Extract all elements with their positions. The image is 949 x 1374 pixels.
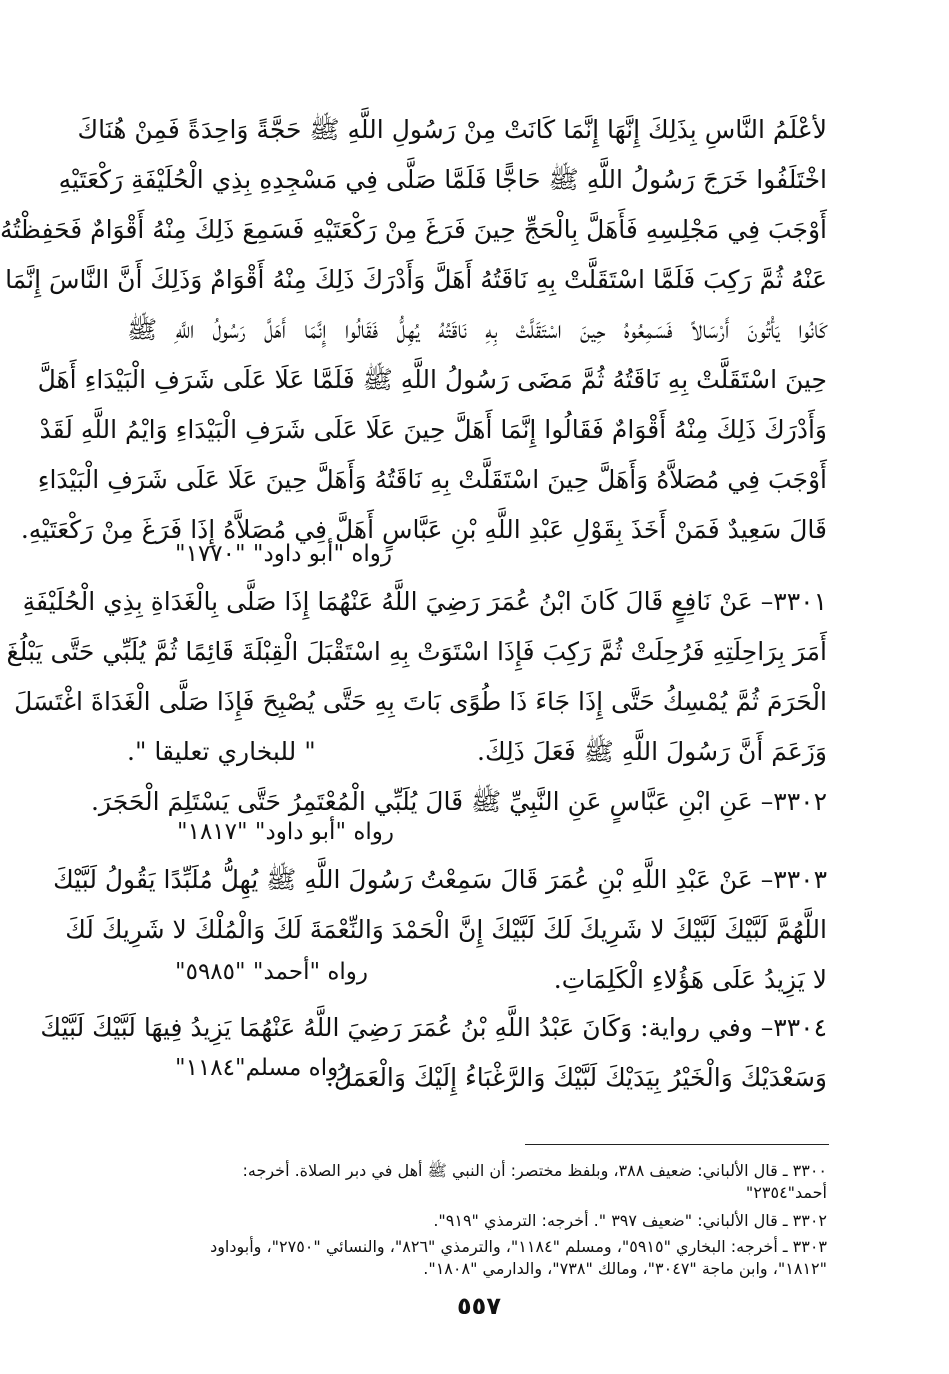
riwaya-3300: رواه "أبو داود" "١٧٧٠" [175, 541, 392, 567]
hadith-3301-ending: وَزَعَمَ أَنَّ رَسُولَ اللَّهِ ﷺ فَعَلَ ذَلِكَ. [477, 737, 827, 766]
footnote-3300: ٣٣٠٠ ـ قال الألباني: ضعيف ٣٨٨، وبلفظ مختصر: أن النبي ﷺ أهل في دبر الصلاة. أخرجه: [242, 1161, 827, 1180]
text-line: قَالَ سَعِيدٌ فَمَنْ أَخَذَ بِقَوْلِ عَبْدِ اللَّهِ بْنِ عَبَّاسٍ أَهَلَّ فِي مُصَلاَّهُ إِذَا فَرَغَ مِنْ رَكْعَتَيْهِ. [20, 515, 827, 544]
footnote-3300-cont: أحمد"٢٣٥٤" [745, 1183, 827, 1202]
hadith-3301-line [127, 728, 827, 776]
footnote-3302: ٣٣٠٢ ـ قال الألباني: "ضعيف ٣٩٧ ". أخرجه: الترمذي "٩١٩". [433, 1211, 827, 1230]
riwaya-3304: رواه مسلم"١١٨٤" [175, 1055, 350, 1081]
riwaya-3303: رواه "أحمد" "٥٩٨٥" [175, 959, 369, 985]
text-line: وَأَدْرَكَ ذَلِكَ مِنْهُ أَقْوَامٌ فَقَالُوا إِنَّمَا أَهَلَّ حِينَ عَلَا عَلَى شَرَفِ الْبَيْدَاءِ وَايْمُ اللَّهِ لَقَدْ [39, 415, 827, 444]
text-line: كَانُوا يَأْتُونَ أَرْسَالاً فَسَمِعُوهُ حِينَ اسْتَقَلَّتْ بِهِ نَاقَتُهُ يُهِلُّ فَقَالُوا إِنَّمَا أَهَلَّ رَسُولُ اللَّهِ ﷺ [127, 315, 827, 344]
footnote-3303: ٣٣٠٣ ـ أخرجه: البخاري "٥٩١٥"، ومسلم "١١٨٤"، والترمذي "٨٢٦"، والنسائي "٢٧٥٠"، وأبوداود [210, 1237, 827, 1256]
text-line: اخْتَلَفُوا خَرَجَ رَسُولُ اللَّهِ ﷺ حَاجًّا فَلَمَّا صَلَّى فِي مَسْجِدِهِ بِذِي الْحُلَيْفَةِ رَكْعَتَيْهِ [58, 165, 827, 194]
footnote-3303-cont: "١٨١٢"، وابن ماجة "٣٠٤٧"، ومالك "٧٣٨"، والدارمي "١٨٠٨". [423, 1259, 827, 1278]
hadith-3304-line: وَسَعْدَيْكَ وَالْخَيْرُ بِيَدَيْكَ لَبَّيْكَ وَالرَّغْبَاءُ إِلَيْكَ وَالْعَمَلُ. [325, 1063, 827, 1092]
bukhari-note: " للبخاري تعليقا ". [127, 737, 316, 766]
text-line: أَوْجَبَ فِي مَجْلِسِهِ فَأَهَلَّ بِالْحَجِّ حِينَ فَرَغَ مِنْ رَكْعَتَيْهِ فَسَمِعَ ذَلِكَ مِنْهُ أَقْوَامٌ فَحَفِظْتُهُ [0, 215, 827, 244]
hadith-3303-line: اللَّهُمَّ لَبَّيْكَ لَبَّيْكَ لا شَرِيكَ لَكَ لَبَّيْكَ إِنَّ الْحَمْدَ وَالنِّعْمَةَ لَكَ وَالْمُلْكَ لا شَرِيكَ لَكَ [65, 915, 827, 944]
hadith-3303-line: لا يَزِيدُ عَلَى هَؤُلاءِ الْكَلِمَاتِ. [553, 965, 827, 994]
text-line: حِينَ اسْتَقَلَّتْ بِهِ نَاقَتُهُ ثُمَّ مَضَى رَسُولُ اللَّهِ ﷺ فَلَمَّا عَلَا عَلَى شَرَفِ الْبَيْدَاءِ أَهَلَّ [37, 365, 827, 394]
hadith-3304-line: ٣٣٠٤– وفي رواية: وَكَانَ عَبْدُ اللَّهِ بْنُ عُمَرَ رَضِيَ اللَّهُ عَنْهُمَا يَزِيدُ فِيهَا لَبَّيْكَ لَبَّيْكَ [40, 1013, 827, 1042]
text-line: أَوْجَبَ فِي مُصَلاَّهُ وَأَهَلَّ حِينَ اسْتَقَلَّتْ بِهِ نَاقَتُهُ وَأَهَلَّ حِينَ عَلَا عَلَى شَرَفِ الْبَيْدَاءِ [37, 465, 827, 494]
text-line: عَنْهُ ثُمَّ رَكِبَ فَلَمَّا اسْتَقَلَّتْ بِهِ نَاقَتُهُ أَهَلَّ وَأَدْرَكَ ذَلِكَ مِنْهُ أَقْوَامٌ وَذَلِكَ أَنَّ النَّاسَ إِنَّمَا [5, 265, 827, 294]
page-number: ٥٥٧ [457, 1292, 501, 1320]
hadith-3301-line: الْحَرَمَ ثُمَّ يُمْسِكُ حَتَّى إِذَا جَاءَ ذَا طُوًى بَاتَ بِهِ حَتَّى يُصْبِحَ فَإِذَا صَلَّى الْغَدَاةَ اغْتَسَلَ [14, 687, 827, 716]
hadith-3301-line: ٣٣٠١– عَنْ نَافِعٍ قَالَ كَانَ ابْنُ عُمَرَ رَضِيَ اللَّهُ عَنْهُمَا إِذَا صَلَّى بِالْغَدَاةِ بِذِي الْحُلَيْفَةِ [22, 587, 827, 616]
hadith-3302: ٣٣٠٢– عَنِ ابْنِ عَبَّاسٍ عَنِ النَّبِيِّ ﷺ قَالَ يُلَبِّي الْمُعْتَمِرُ حَتَّى يَسْتَلِمَ الْحَجَرَ. [90, 787, 827, 816]
text-line: لأعْلَمُ النَّاسِ بِذَلِكَ إِنَّهَا إِنَّمَا كَانَتْ مِنْ رَسُولِ اللَّهِ ﷺ حَجَّةً وَاحِدَةً فَمِنْ هُنَاكَ [77, 115, 827, 144]
riwaya-3302: رواه "أبو داود" "١٨١٧" [177, 819, 394, 845]
hadith-3301-line: أَمَرَ بِرَاحِلَتِهِ فَرُحِلَتْ ثُمَّ رَكِبَ فَإِذَا اسْتَوَتْ بِهِ اسْتَقْبَلَ الْقِبْلَةَ قَائِمًا ثُمَّ يُلَبِّي حَتَّى يَبْلُغَ [6, 637, 827, 666]
footnote-separator [525, 1144, 829, 1145]
hadith-3303-line: ٣٣٠٣– عَنْ عَبْدِ اللَّهِ بْنِ عُمَرَ قَالَ سَمِعْتُ رَسُولَ اللَّهِ ﷺ يُهِلُّ مُلَبِّدًا يَقُولُ لَبَّيْكَ [53, 865, 827, 894]
